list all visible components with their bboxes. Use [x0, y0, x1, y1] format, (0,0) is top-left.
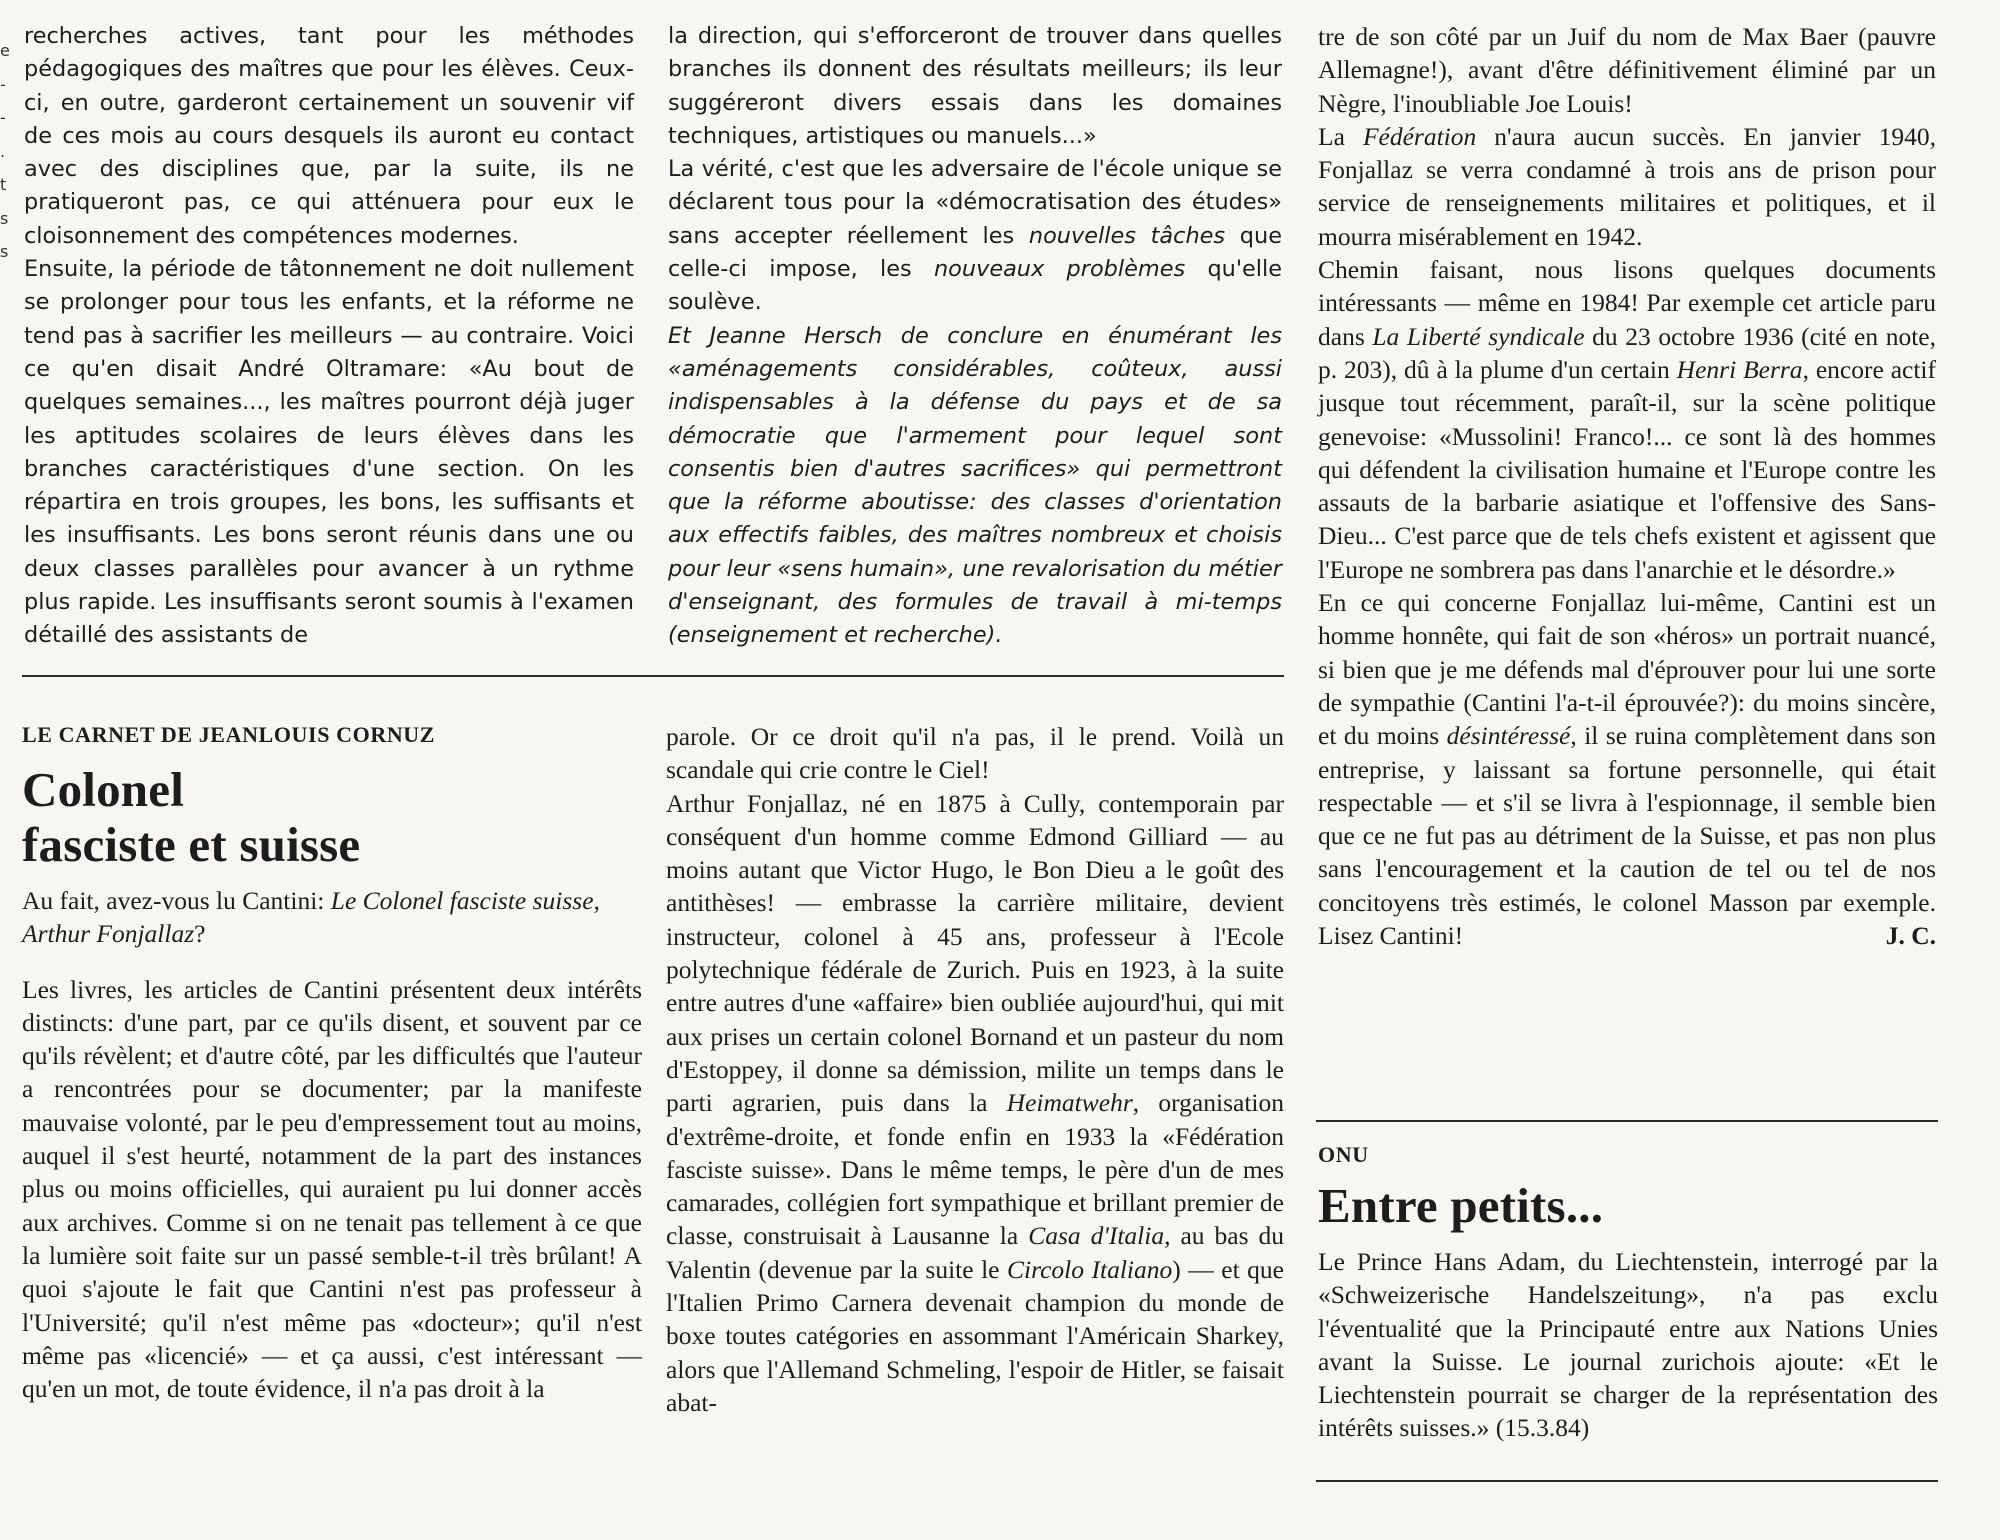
- italic-run: nouveaux problèmes: [933, 256, 1186, 283]
- text-run: qu'elle soulève.: [668, 256, 1282, 316]
- article-headline: Entre petits...: [1318, 1178, 1604, 1233]
- article-lead: [22, 884, 642, 951]
- text-run: Chemin faisant, nous lisons quelques documents intéressants — même en 1984! Par exemple cet article paru dans: [1318, 255, 1936, 351]
- italic-run: Circolo Italiano: [1007, 1254, 1173, 1284]
- paragraph: parole. Or ce droit qu'il n'a pas, il le prend. Voilà un scandale qui crie contre le Ciel!: [666, 722, 1284, 785]
- text-run: La: [1318, 121, 1363, 151]
- onu-brief: [1318, 1142, 1938, 1445]
- paragraph: Ensuite, la période de tâtonnement ne doit nullement se prolonger pour tous les enfants, et la réforme ne tend pas à sacrifier les meilleurs — au contraire. Voici ce qu'en disait André Oltramare: «Au bout de quelques semaines..., les maîtres pourront déjà juger les aptitudes scolaires de leurs élèves dans les branches caractéristiques d'une section. On les répartira en trois groupes, les bons, les suffisants et les insuffisants. Les bons seront réunis dans une ou deux classes parallèles pour avancer à un rythme plus rapide. Les insuffisants seront soumis à l'examen détaillé des assistants de: [24, 256, 634, 649]
- headline-line: fasciste et suisse: [22, 817, 361, 872]
- text-run: , organisation d'extrême-droite, et fonde enfin en 1933 la «Fédération fasciste suisse». Dans le même temps, le père d'un de mes camarades, collégien fort sympathique et brillant premier de classe, construisait à Lausanne la: [666, 1088, 1284, 1251]
- text-run: ) — et que l'Italien Primo Carnera devenait champion du monde de boxe toutes catégories en assommant l'Américain Sharkey, alors que l'Allemand Schmeling, l'espoir de Hitler, se faisait abat-: [666, 1254, 1284, 1417]
- carnet-article-col1: [22, 722, 642, 1405]
- italic-run: désintéressé: [1446, 721, 1571, 751]
- text-run: n'aura aucun succès. En janvier 1940, Fonjallaz se verra condamné à trois ans de prison pour service de renseignements militaires et politiques, et il mourra misérablement en 1942.: [1318, 121, 1936, 251]
- paragraph: [1318, 586, 1936, 952]
- text-run: Arthur Fonjallaz, né en 1875 à Cully, contemporain par conséquent d'un homme comme Edmond Gilliard — au moins autant que Victor Hugo, le Bon Dieu a le goût des antithèses! — embrasse la carrière militaire, devient instructeur, colonel à 45 ans, professeur à l'Ecole polytechnique fédérale de Zurich. Puis en 1923, à la suite entre autres d'une «affaire» bien oubliée aujourd'hui, qui mit aux prises un certain colonel Bornand et un pasteur du nom d'Estoppey, il donne sa démission, milite un temps dans le parti agrarien, puis dans la: [666, 788, 1284, 1118]
- paragraph: [1318, 253, 1936, 586]
- section-divider: [22, 675, 1284, 677]
- italic-run: Casa d'Italia: [1028, 1221, 1165, 1251]
- edge-fragments: [0, 34, 14, 269]
- edge-fragment: -: [0, 74, 6, 94]
- edge-fragment: s: [0, 242, 9, 261]
- edge-fragment: s: [0, 208, 9, 228]
- edge-fragment: -: [0, 108, 6, 127]
- article-headline: [22, 762, 642, 872]
- paragraph: tre de son côté par un Juif du nom de Max Baer (pauvre Allemagne!), avant d'être définitivement éliminé par un Nègre, l'inoubliable Joe Louis!: [1318, 22, 1936, 118]
- article-overline: LE CARNET DE JEANLOUIS CORNUZ: [22, 722, 436, 747]
- italic-run: Fédération: [1362, 121, 1477, 151]
- edge-fragment: .: [0, 141, 6, 161]
- paragraph: recherches actives, tant pour les méthodes pédagogiques des maîtres que pour les élèves. Ceux-ci, en outre, garderont certainement un souvenir vif de ces mois au cours desquels ils auront eu contact avec des disciplines que, par la suite, ils ne pratiqueront pas, ce qui atténuera pour eux le cloisonnement des compétences modernes.: [24, 23, 634, 249]
- top-article-col1: [24, 20, 634, 653]
- text-run: , au bas du Valentin (devenue par la suite le: [666, 1221, 1284, 1284]
- section-divider: [1316, 1120, 1938, 1122]
- paragraph: la direction, qui s'efforceront de trouver dans quelles branches ils donnent des résultats meilleurs; ils leur suggéreront divers essais dans les domaines techniques, artistiques ou manuels...»: [668, 23, 1282, 149]
- text-run: La vérité, c'est que les adversaire de l'école unique se déclarent tous pour la «démocratisation des études» sans accepter réellement les: [668, 156, 1282, 249]
- paragraph: [666, 787, 1284, 1420]
- text-run: du 23 octobre 1936 (cité en note, p. 203), dû à la plume d'un certain: [1318, 321, 1936, 384]
- author-signature: J. C.: [1885, 921, 1936, 951]
- italic-run: Le Colonel fasciste suisse, Arthur Fonjallaz: [22, 886, 600, 949]
- paragraph: [1318, 120, 1936, 253]
- paragraph-italic: Et Jeanne Hersch de conclure en énumérant les «aménagements considérables, coûteux, aussi indispensables à la défense du pays et de sa démocratie que l'armement pour lequel sont consentis bien d'autres sacrifices» qui permettront que la réforme aboutisse: des classes d'orientation aux effectifs faibles, des maîtres nombreux et choisis pour leur «sens humain», une revalorisation du métier d'enseignant, des formules de travail à mi-temps (enseignement et recherche).: [668, 322, 1282, 649]
- edge-fragment: t: [0, 175, 7, 194]
- headline-line: Colonel: [22, 762, 185, 817]
- article-body: [1318, 1245, 1938, 1445]
- carnet-article-col2: [666, 720, 1284, 1419]
- text-run: que celle-ci impose, les: [668, 222, 1282, 283]
- carnet-col3: [1318, 20, 1936, 952]
- text-run: En ce qui concerne Fonjallaz lui-même, Cantini est un homme honnête, qui fait de son «héros» un portrait nuancé, si bien que je me défends mal d'éprouver pour lui une sorte de sympathie (Cantini l'a-t-il éprouvée?): du moins sincère, et du moins: [1318, 588, 1936, 751]
- top-article-col2: [668, 20, 1282, 653]
- section-divider: [1316, 1480, 1938, 1482]
- text-run: Au fait, avez-vous lu Cantini:: [22, 886, 331, 915]
- text-run: , il se ruina complètement dans son entreprise, y laissant sa fortune personnelle, qui était respectable — et s'il se livra à l'espionnage, il semble bien que ce ne fut pas au détriment de la Suisse, et pas non plus sans l'encouragement et la caution de tel ou tel de nos concitoyens très estimés, le colonel Masson par exemple. Lisez Cantini!: [1318, 721, 1937, 951]
- edge-fragment: e: [0, 41, 10, 60]
- paragraph: [668, 153, 1282, 319]
- text-run: ?: [194, 919, 206, 949]
- article-body: [22, 973, 642, 1406]
- italic-run: Heimatwehr: [1006, 1088, 1133, 1118]
- text-run: , encore actif jusque tout récemment, paraît-il, sur la scène politique genevoise: «Mussolini! Franco!... ce sont là des hommes qui défendent la civilisation humaine et l'Europe contre les assauts de la barbarie asiatique et l'offensive des Sans-Dieu... C'est parce que de tels chefs existent et agissent que l'Europe ne sombrera pas dans l'anarchie et le désordre.»: [1318, 354, 1936, 584]
- italic-run: nouvelles tâches: [1028, 222, 1226, 249]
- article-overline: ONU: [1318, 1142, 1369, 1167]
- italic-run: La Liberté syndicale: [1372, 321, 1585, 351]
- italic-run: Henri Berra: [1676, 354, 1803, 384]
- paragraph: Le Prince Hans Adam, du Liechtenstein, interrogé par la «Schweizerische Handelszeitung», n'a pas exclu l'éventualité que la Principauté entre aux Nations Unies avant la Suisse. Le journal zurichois ajoute: «Et le Liechtenstein pourrait se charger de la représentation des intérêts suisses.» (15.3.84): [1318, 1247, 1938, 1443]
- paragraph: Les livres, les articles de Cantini présentent deux intérêts distincts: d'une part, par ce qu'ils disent, et souvent par ce qu'ils révèlent; et d'autre côté, par les difficultés que l'auteur a rencontrées pour se documenter; par la manifeste mauvaise volonté, par le peu d'empressement tout au moins, auquel il s'est heurté, notamment de la part des instances plus ou moins officielles, qui auraient pu lui donner accès aux archives. Comme si on ne tenait pas tellement à ce que la lumière soit faite sur un passé semble-t-il très brûlant! A quoi s'ajoute le fait que Cantini n'est pas professeur à l'Université; qu'il n'est même pas «docteur»; qu'il n'est même pas «licencié» — et ça aussi, c'est intéressant — qu'en un mot, de toute évidence, il n'a pas droit à la: [22, 974, 642, 1404]
